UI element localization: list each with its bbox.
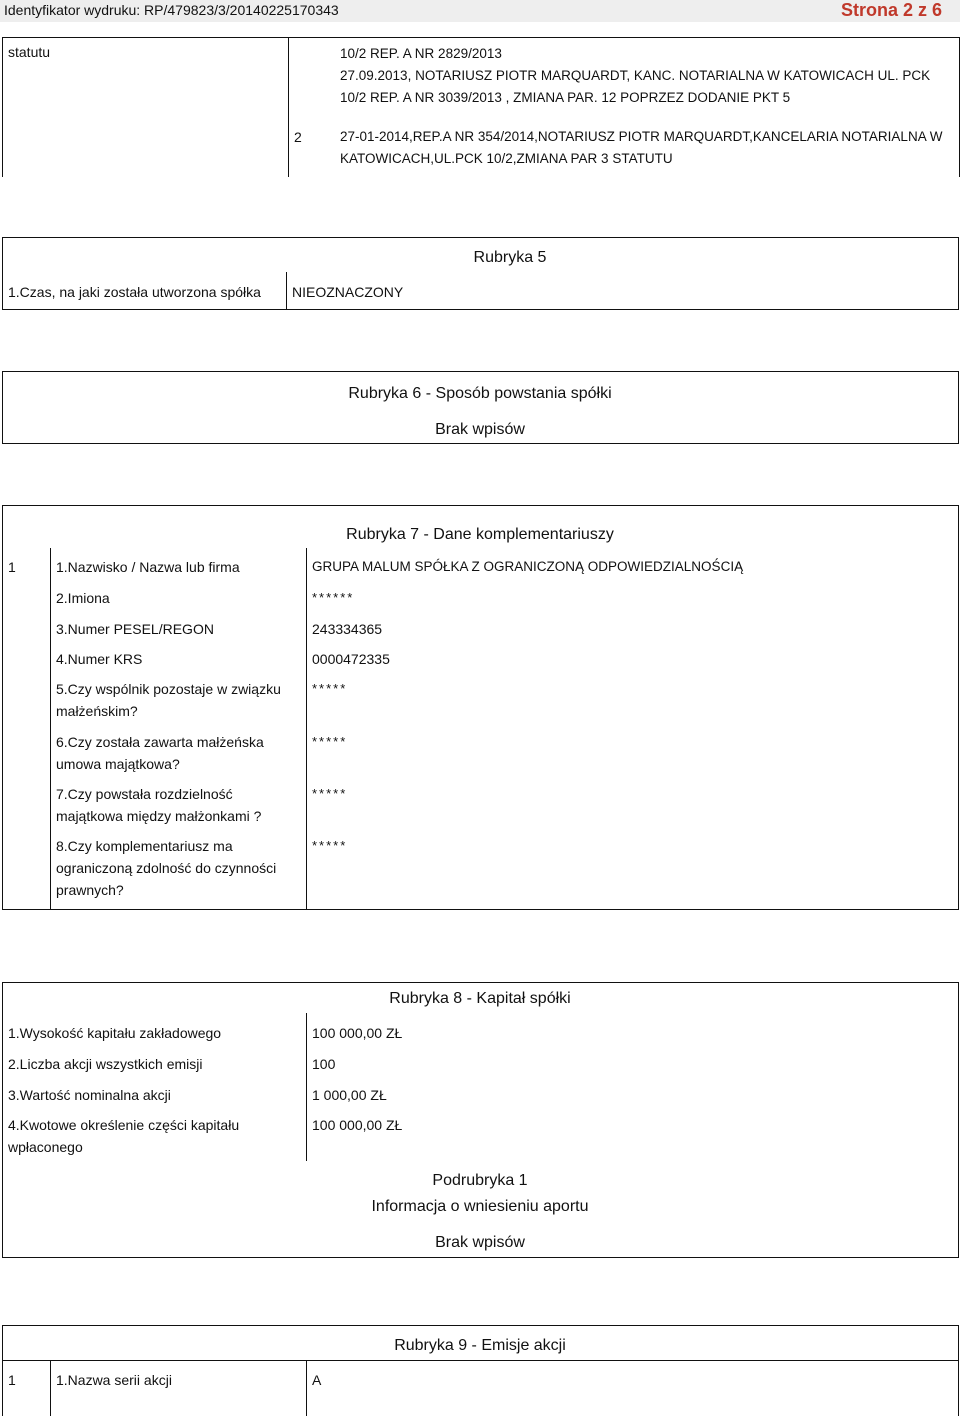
podrubryka-1-subtitle: Informacja o wniesieniu aportu xyxy=(371,1198,589,1215)
statute-entry-2-line: 27-01-2014,REP.A NR 354/2014,NOTARIUSZ PIOTR MARQUARDT,KANCELARIA NOTARIALNA W xyxy=(340,129,943,144)
print-header xyxy=(0,0,960,22)
komplementariusz-value: ***** xyxy=(312,838,348,853)
kapital-label: 1.Wysokość kapitału zakładowego xyxy=(8,1025,222,1041)
komplementariusz-label: 3.Numer PESEL/REGON xyxy=(56,621,214,637)
statute-entry-2 xyxy=(340,126,950,170)
kapital-label: 2.Liczba akcji wszystkich emisji xyxy=(8,1056,203,1072)
statute-entry-2-number: 2 xyxy=(294,129,302,145)
rubryka-9-title: Rubryka 9 - Emisje akcji xyxy=(394,1337,566,1354)
rubryka-7-index-divider xyxy=(50,548,51,910)
statute-changes-divider xyxy=(288,37,289,177)
komplementariusz-label: 4.Numer KRS xyxy=(56,651,143,667)
komplementariusz-label xyxy=(56,731,264,775)
rubryka-7-label-divider xyxy=(306,548,307,910)
rubryka-7-title: Rubryka 7 - Dane komplementariuszy xyxy=(346,526,614,543)
label-line: 8.Czy komplementariusz ma xyxy=(56,838,233,854)
label-line: ograniczoną zdolność do czynności xyxy=(56,860,277,876)
label-line: małżeńskim? xyxy=(56,703,138,719)
rubryka-5-divider xyxy=(286,272,287,310)
komplementariusz-label: 2.Imiona xyxy=(56,590,110,606)
label-line: 4.Kwotowe określenie części kapitału xyxy=(8,1117,240,1133)
label-line: umowa majątkowa? xyxy=(56,756,180,772)
komplementariusz-label: 1.Nazwisko / Nazwa lub firma xyxy=(56,559,240,575)
kapital-value: 1 000,00 ZŁ xyxy=(312,1087,387,1103)
rubryka-6-empty: Brak wpisów xyxy=(435,421,525,438)
label-line: prawnych? xyxy=(56,882,124,898)
page-number: Strona 2 z 6 xyxy=(840,0,942,20)
rubryka-6-title: Rubryka 6 - Sposób powstania spółki xyxy=(348,385,612,402)
rubryka-9-index-divider xyxy=(50,1360,51,1416)
podrubryka-1-empty: Brak wpisów xyxy=(435,1234,525,1251)
statute-label: statutu xyxy=(8,44,51,60)
rubryka-5-value: NIEOZNACZONY xyxy=(292,284,404,300)
statute-entry-1 xyxy=(340,43,950,109)
label-line: majątkowa między małżonkami ? xyxy=(56,808,262,824)
rubryka-9-divider xyxy=(2,1360,959,1361)
statute-entry-1-line: 10/2 REP. A NR 2829/2013 xyxy=(340,46,502,61)
statute-entry-2-line: KATOWICACH,UL.PCK 10/2,ZMIANA PAR 3 STATUTU xyxy=(340,151,673,166)
rubryka-7-index: 1 xyxy=(8,559,16,575)
rubryka-8-divider xyxy=(306,1013,307,1161)
komplementariusz-value: 0000472335 xyxy=(312,651,390,667)
komplementariusz-value: GRUPA MALUM SPÓŁKA Z OGRANICZONĄ ODPOWIEDZIALNOŚCIĄ xyxy=(312,559,744,574)
komplementariusz-label xyxy=(56,835,276,901)
rubryka-5-label: 1.Czas, na jaki została utworzona spółka xyxy=(8,284,261,300)
komplementariusz-value: ***** xyxy=(312,734,348,749)
komplementariusz-value: ***** xyxy=(312,786,348,801)
komplementariusz-value: ***** xyxy=(312,681,348,696)
komplementariusz-label xyxy=(56,678,281,722)
label-line: 6.Czy została zawarta małżeńska xyxy=(56,734,264,750)
label-line: wpłaconego xyxy=(8,1139,83,1155)
label-line: 7.Czy powstała rozdzielność xyxy=(56,786,233,802)
kapital-value: 100 000,00 ZŁ xyxy=(312,1117,403,1133)
label-line: 5.Czy wspólnik pozostaje w związku xyxy=(56,681,281,697)
komplementariusz-value: ****** xyxy=(312,590,355,605)
rubryka-8-title: Rubryka 8 - Kapitał spółki xyxy=(389,990,571,1007)
kapital-label xyxy=(8,1114,239,1158)
komplementariusz-label xyxy=(56,783,261,827)
kapital-value: 100 000,00 ZŁ xyxy=(312,1025,403,1041)
statute-entry-1-line: 27.09.2013, NOTARIUSZ PIOTR MARQUARDT, KANC. NOTARIALNA W KATOWICACH UL. PCK xyxy=(340,68,931,83)
podrubryka-1-title: Podrubryka 1 xyxy=(432,1172,528,1189)
rubryka-5-title: Rubryka 5 xyxy=(473,249,547,266)
statute-entry-1-line: 10/2 REP. A NR 3039/2013 , ZMIANA PAR. 12 POPRZEZ DODANIE PKT 5 xyxy=(340,90,791,105)
kapital-label: 3.Wartość nominalna akcji xyxy=(8,1087,171,1103)
print-identifier: Identyfikator wydruku: RP/479823/3/20140225170343 xyxy=(4,2,339,18)
komplementariusz-value: 243334365 xyxy=(312,621,383,637)
kapital-value: 100 xyxy=(312,1056,336,1072)
rubryka-9-value: A xyxy=(312,1372,322,1388)
rubryka-9-label-divider xyxy=(306,1360,307,1416)
rubryka-9-label: 1.Nazwa serii akcji xyxy=(56,1372,172,1388)
rubryka-9-index: 1 xyxy=(8,1372,16,1388)
